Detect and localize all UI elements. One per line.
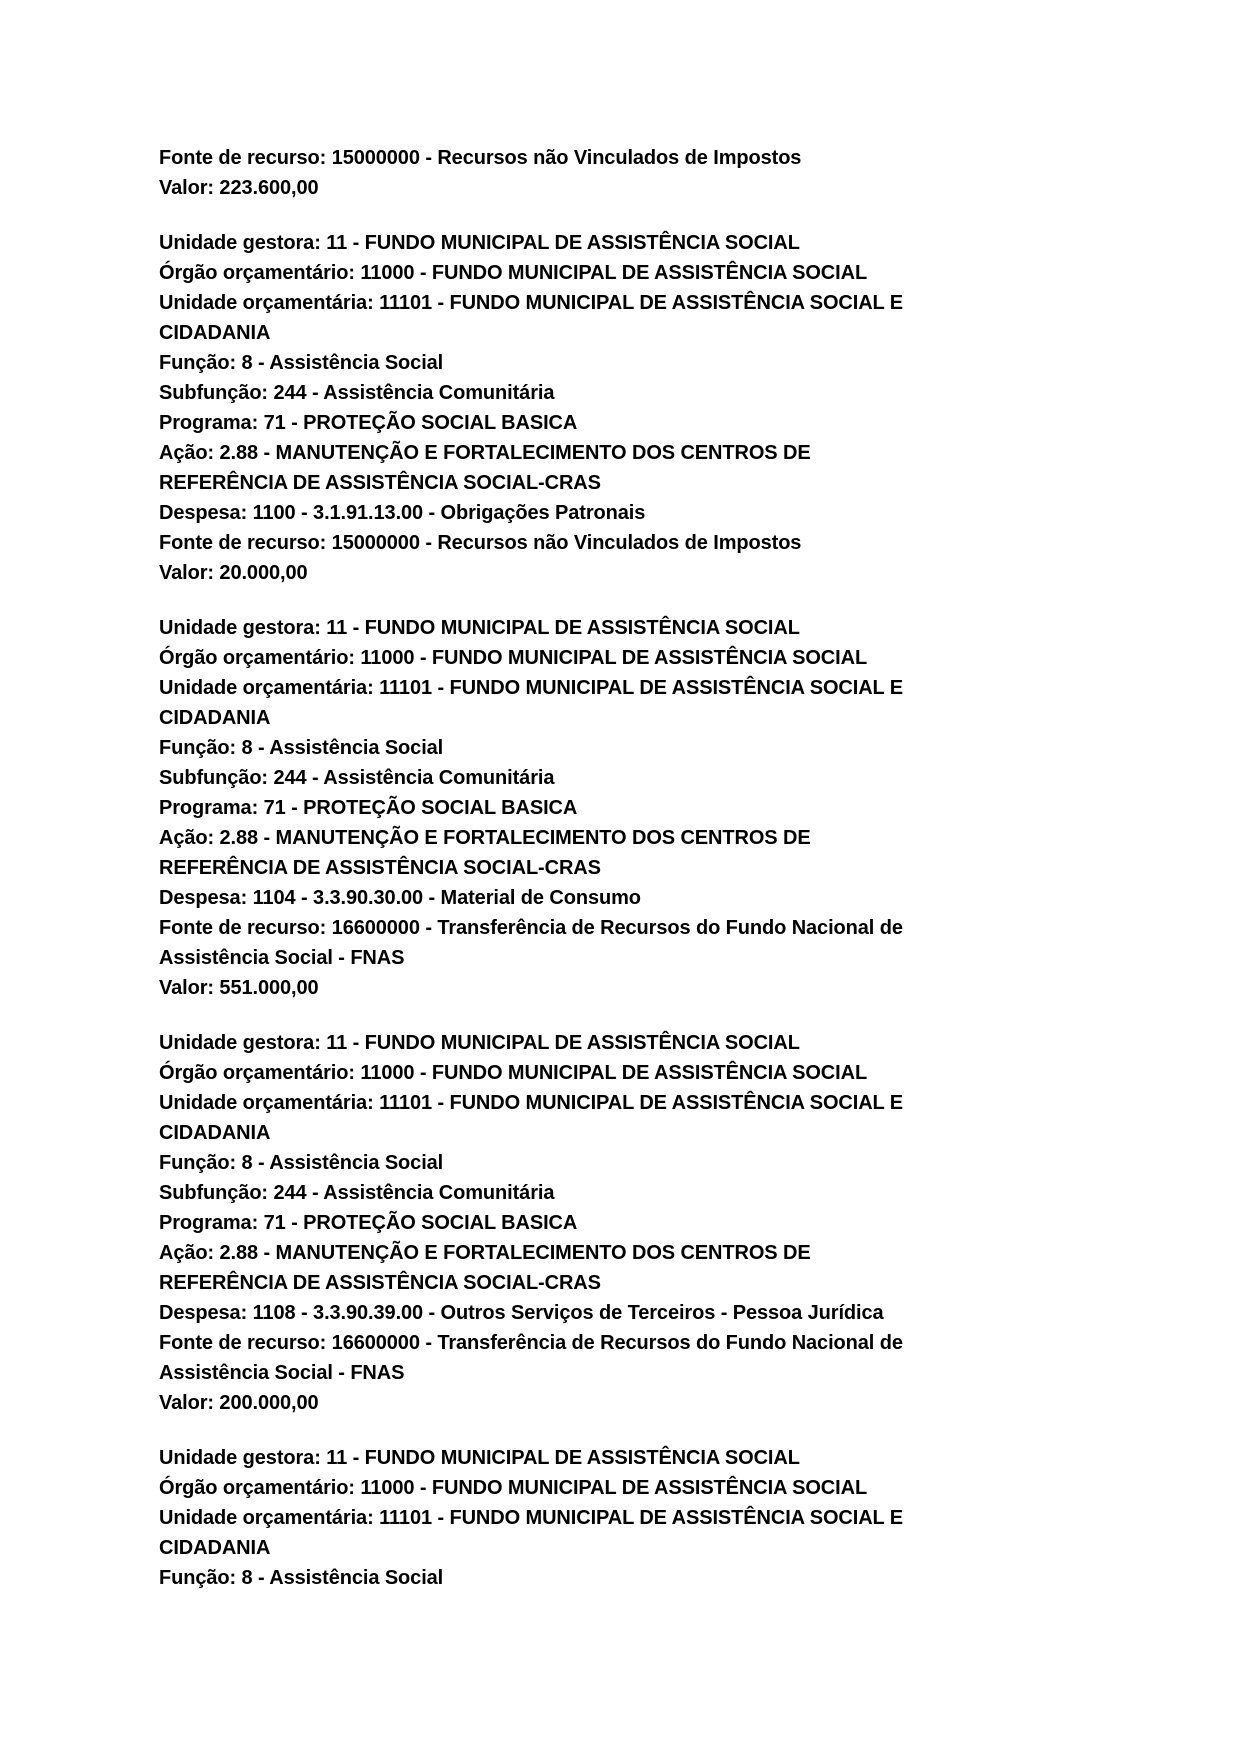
entry-line: Unidade orçamentária: 11101 - FUNDO MUNICIPAL DE ASSISTÊNCIA SOCIAL E <box>159 1507 904 1529</box>
entry-line: Subfunção: 244 - Assistência Comunitária <box>159 1182 555 1204</box>
entry-line: Função: 8 - Assistência Social <box>159 1152 444 1174</box>
entry-line: Fonte de recurso: 15000000 - Recursos não Vinculados de Impostos <box>159 147 802 169</box>
entry-line: Unidade orçamentária: 11101 - FUNDO MUNICIPAL DE ASSISTÊNCIA SOCIAL E <box>159 292 904 314</box>
entry-line: Despesa: 1104 - 3.3.90.30.00 - Material de Consumo <box>159 887 641 909</box>
entry-line: Valor: 200.000,00 <box>159 1392 319 1414</box>
entry-line: Função: 8 - Assistência Social <box>159 737 444 759</box>
budget-entry <box>159 228 1089 588</box>
entry-line: Função: 8 - Assistência Social <box>159 1567 444 1589</box>
entry-line: Assistência Social - FNAS <box>159 1362 405 1384</box>
entry-line: Unidade orçamentária: 11101 - FUNDO MUNICIPAL DE ASSISTÊNCIA SOCIAL E <box>159 677 904 699</box>
entry-line: Subfunção: 244 - Assistência Comunitária <box>159 382 555 404</box>
entry-line: Órgão orçamentário: 11000 - FUNDO MUNICIPAL DE ASSISTÊNCIA SOCIAL <box>159 647 868 669</box>
entry-line: CIDADANIA <box>159 322 271 344</box>
entry-line: Subfunção: 244 - Assistência Comunitária <box>159 767 555 789</box>
entry-line: Programa: 71 - PROTEÇÃO SOCIAL BASICA <box>159 797 578 819</box>
entry-line: CIDADANIA <box>159 1537 271 1559</box>
entry-line: Programa: 71 - PROTEÇÃO SOCIAL BASICA <box>159 412 578 434</box>
entry-line: Unidade gestora: 11 - FUNDO MUNICIPAL DE ASSISTÊNCIA SOCIAL <box>159 617 800 639</box>
entry-line: Valor: 223.600,00 <box>159 177 319 199</box>
entry-line: Valor: 551.000,00 <box>159 977 319 999</box>
entry-line: CIDADANIA <box>159 707 271 729</box>
entry-line: Valor: 20.000,00 <box>159 562 308 584</box>
entry-line: Despesa: 1100 - 3.1.91.13.00 - Obrigações Patronais <box>159 502 646 524</box>
entry-line: Ação: 2.88 - MANUTENÇÃO E FORTALECIMENTO DOS CENTROS DE <box>159 442 811 464</box>
entry-line: Órgão orçamentário: 11000 - FUNDO MUNICIPAL DE ASSISTÊNCIA SOCIAL <box>159 1062 868 1084</box>
budget-entry <box>159 1443 1089 1593</box>
entry-line: Fonte de recurso: 16600000 - Transferência de Recursos do Fundo Nacional de <box>159 1332 903 1354</box>
entry-line: Unidade orçamentária: 11101 - FUNDO MUNICIPAL DE ASSISTÊNCIA SOCIAL E <box>159 1092 904 1114</box>
entry-line: Despesa: 1108 - 3.3.90.39.00 - Outros Serviços de Terceiros - Pessoa Jurídica <box>159 1302 884 1324</box>
entry-line: Fonte de recurso: 15000000 - Recursos não Vinculados de Impostos <box>159 532 802 554</box>
budget-entry <box>159 613 1089 1003</box>
entry-line: Unidade gestora: 11 - FUNDO MUNICIPAL DE ASSISTÊNCIA SOCIAL <box>159 1032 800 1054</box>
entry-line: Órgão orçamentário: 11000 - FUNDO MUNICIPAL DE ASSISTÊNCIA SOCIAL <box>159 262 868 284</box>
entry-line: CIDADANIA <box>159 1122 271 1144</box>
entry-line: Unidade gestora: 11 - FUNDO MUNICIPAL DE ASSISTÊNCIA SOCIAL <box>159 1447 800 1469</box>
entry-line: Função: 8 - Assistência Social <box>159 352 444 374</box>
entry-line: Ação: 2.88 - MANUTENÇÃO E FORTALECIMENTO DOS CENTROS DE <box>159 827 811 849</box>
document-body <box>159 143 1089 1618</box>
entry-line: REFERÊNCIA DE ASSISTÊNCIA SOCIAL-CRAS <box>159 1272 601 1294</box>
budget-entry <box>159 1028 1089 1418</box>
entry-line: REFERÊNCIA DE ASSISTÊNCIA SOCIAL-CRAS <box>159 857 601 879</box>
entry-line: Fonte de recurso: 16600000 - Transferência de Recursos do Fundo Nacional de <box>159 917 903 939</box>
entry-line: Unidade gestora: 11 - FUNDO MUNICIPAL DE ASSISTÊNCIA SOCIAL <box>159 232 800 254</box>
entry-line: Órgão orçamentário: 11000 - FUNDO MUNICIPAL DE ASSISTÊNCIA SOCIAL <box>159 1477 868 1499</box>
entry-line: Programa: 71 - PROTEÇÃO SOCIAL BASICA <box>159 1212 578 1234</box>
entry-line: Ação: 2.88 - MANUTENÇÃO E FORTALECIMENTO DOS CENTROS DE <box>159 1242 811 1264</box>
entry-line: REFERÊNCIA DE ASSISTÊNCIA SOCIAL-CRAS <box>159 472 601 494</box>
budget-entry <box>159 143 1089 203</box>
entry-line: Assistência Social - FNAS <box>159 947 405 969</box>
